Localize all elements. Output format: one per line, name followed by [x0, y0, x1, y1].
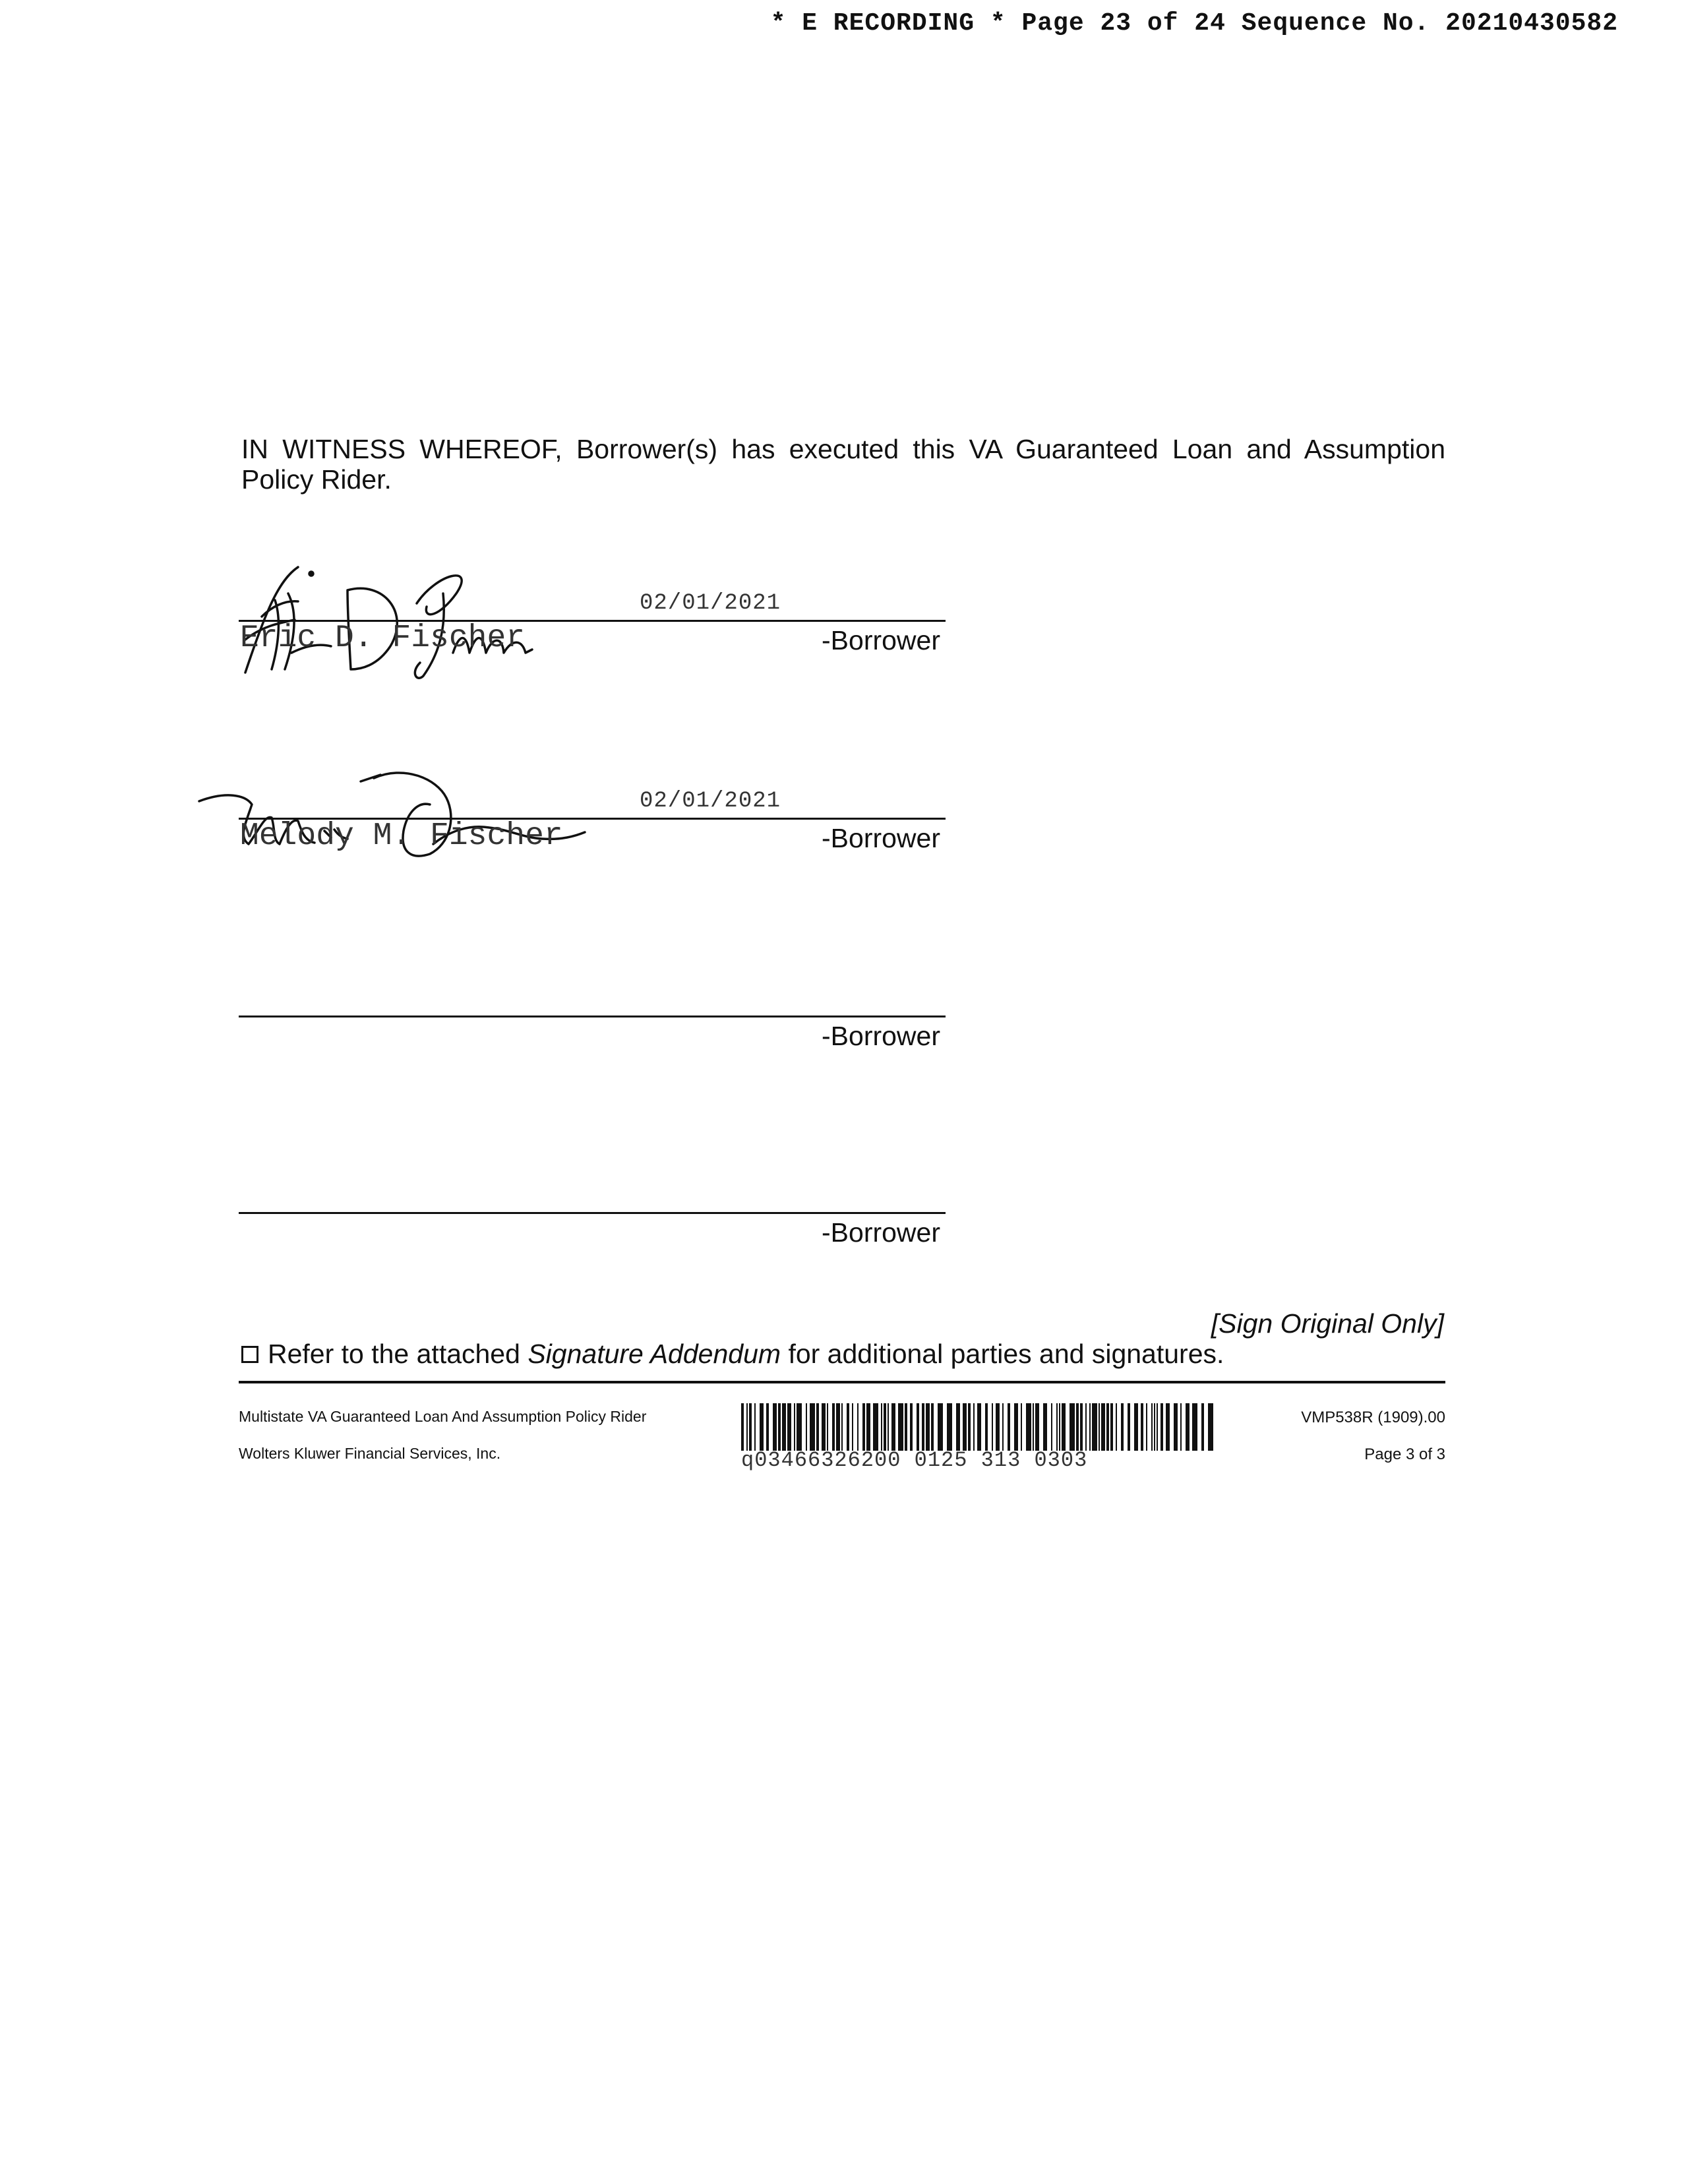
signature-date: 02/01/2021 — [640, 591, 781, 616]
signer-name: Melody M. Fischer — [240, 818, 563, 854]
form-title: Multistate VA Guaranteed Loan And Assumption Policy Rider — [239, 1408, 647, 1425]
publisher: Wolters Kluwer Financial Services, Inc. — [239, 1445, 501, 1462]
signer-role: -Borrower — [822, 823, 940, 853]
signer-role: -Borrower — [822, 1217, 940, 1248]
signer-name: Eric D. Fischer — [240, 621, 526, 656]
signer-role: -Borrower — [822, 1021, 940, 1051]
barcode-icon — [741, 1403, 1216, 1451]
signature-block-3 — [239, 1016, 946, 1095]
signature-block-2 — [239, 789, 946, 897]
barcode-number: q03466326200 0125 313 0303 — [741, 1448, 1088, 1472]
form-code: VMP538R (1909).00 — [1301, 1409, 1445, 1426]
page-number: Page 3 of 3 — [1364, 1445, 1445, 1463]
footer-left — [239, 1398, 646, 1472]
addendum-checkbox[interactable] — [241, 1346, 258, 1363]
addendum-reference — [241, 1339, 1224, 1370]
signature-line — [239, 1212, 946, 1214]
witness-statement: IN WITNESS WHEREOF, Borrower(s) has executed this VA Guaranteed Loan and Assumption Policy Rider. — [241, 434, 1445, 495]
sign-original-note: [Sign Original Only] — [1211, 1308, 1444, 1339]
addendum-title: Signature Addendum — [528, 1339, 781, 1369]
addendum-prefix: Refer to the attached — [268, 1339, 520, 1369]
footer-right — [1301, 1399, 1445, 1473]
footer-divider — [239, 1381, 1445, 1383]
signer-role: -Borrower — [822, 625, 940, 655]
signature-block-1 — [239, 591, 946, 699]
recording-stamp: * E RECORDING * Page 23 of 24 Sequence No. 20210430582 — [770, 9, 1618, 38]
addendum-suffix: for additional parties and signatures. — [788, 1339, 1224, 1369]
signature-date: 02/01/2021 — [640, 789, 781, 814]
signature-block-4 — [239, 1212, 946, 1291]
signature-line — [239, 1016, 946, 1017]
